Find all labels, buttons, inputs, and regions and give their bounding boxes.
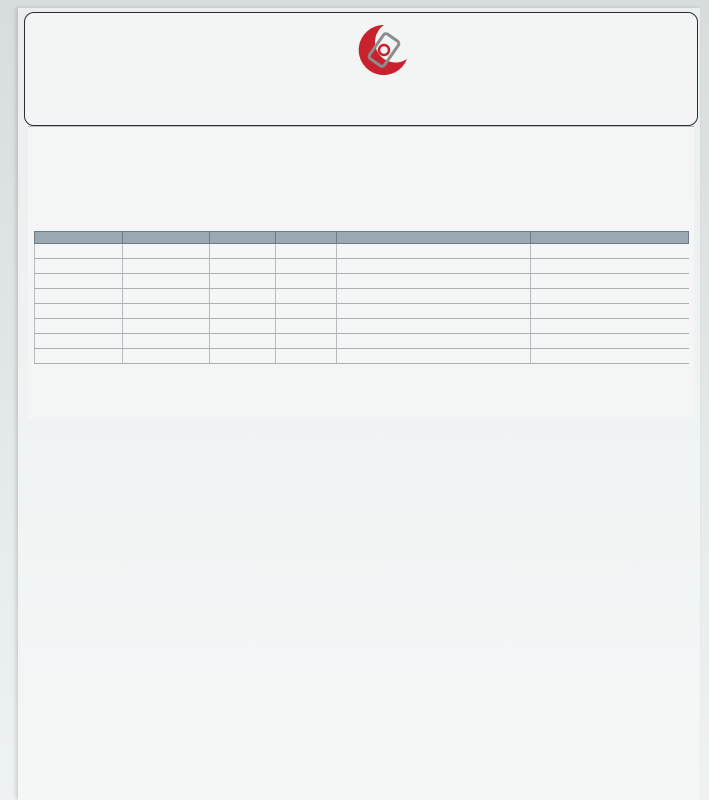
cell-qty xyxy=(210,334,276,349)
table-row xyxy=(35,289,689,304)
cell-unit xyxy=(275,259,336,274)
col-qty xyxy=(210,232,276,244)
cell-total xyxy=(35,274,123,289)
cell-qty xyxy=(210,259,276,274)
items-table xyxy=(34,231,689,364)
cell-total xyxy=(35,334,123,349)
cell-total xyxy=(35,349,123,364)
cell-total xyxy=(35,289,123,304)
cell-unit xyxy=(275,334,336,349)
cell-price xyxy=(122,259,210,274)
table-row xyxy=(35,244,689,259)
quote-body xyxy=(28,126,694,419)
col-total xyxy=(35,232,123,244)
col-unit xyxy=(275,232,336,244)
cell-qty xyxy=(210,274,276,289)
cell-code xyxy=(530,304,688,319)
cell-unit xyxy=(275,349,336,364)
cell-qty xyxy=(210,304,276,319)
col-code xyxy=(530,232,688,244)
cell-total xyxy=(35,259,123,274)
cell-code xyxy=(530,259,688,274)
letterhead xyxy=(24,12,698,126)
cell-unit xyxy=(275,304,336,319)
cell-unit xyxy=(275,289,336,304)
cell-code xyxy=(530,289,688,304)
table-row xyxy=(35,274,689,289)
cell-price xyxy=(122,244,210,259)
table-row xyxy=(35,349,689,364)
cell-price xyxy=(122,319,210,334)
cell-price xyxy=(122,289,210,304)
cell-total xyxy=(35,319,123,334)
table-row xyxy=(35,304,689,319)
cell-name xyxy=(337,289,530,304)
col-name xyxy=(337,232,530,244)
cell-code xyxy=(530,274,688,289)
cell-price xyxy=(122,304,210,319)
cell-name xyxy=(337,319,530,334)
cell-name xyxy=(337,244,530,259)
cell-price xyxy=(122,334,210,349)
cell-total xyxy=(35,304,123,319)
cell-code xyxy=(530,319,688,334)
cell-code xyxy=(530,349,688,364)
cell-qty xyxy=(210,244,276,259)
table-row xyxy=(35,319,689,334)
cell-qty xyxy=(210,289,276,304)
cell-name xyxy=(337,259,530,274)
cell-total xyxy=(35,244,123,259)
col-price xyxy=(122,232,210,244)
cell-name xyxy=(337,274,530,289)
cell-price xyxy=(122,349,210,364)
cell-price xyxy=(122,274,210,289)
cell-qty xyxy=(210,319,276,334)
cell-code xyxy=(530,334,688,349)
cell-unit xyxy=(275,319,336,334)
table-row xyxy=(35,334,689,349)
cell-unit xyxy=(275,244,336,259)
table-row xyxy=(35,259,689,274)
cell-qty xyxy=(210,349,276,364)
cell-name xyxy=(337,334,530,349)
hospital-logo-icon xyxy=(355,21,413,79)
cell-unit xyxy=(275,274,336,289)
cell-code xyxy=(530,244,688,259)
table-header-row xyxy=(35,232,689,244)
cell-name xyxy=(337,349,530,364)
cell-name xyxy=(337,304,530,319)
